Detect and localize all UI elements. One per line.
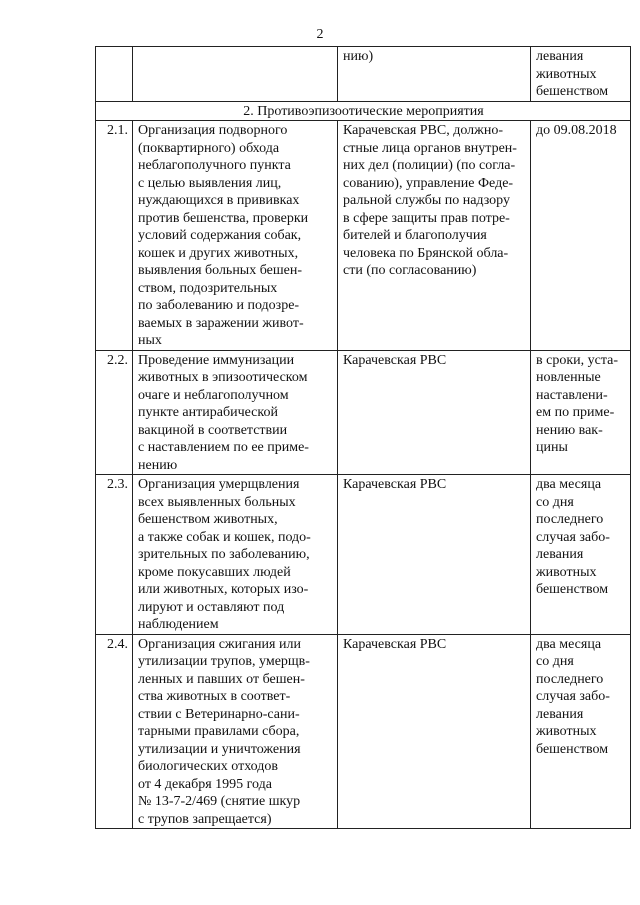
action-cell: Организация подворного (поквартирного) обхода неблагополучного пункта с целью выявления лиц, нуждающихся в прививках против бешенства, проверки условий содержания собак, кошек и других животных, выявления больных бешен- ством, подозрительных по заболеванию и подозре- ваемых в заражении живот- ных [133,121,338,351]
item-number: 2.4. [96,634,133,829]
deadline-cell: до 09.08.2018 [531,121,631,351]
executor-cell: Карачевская РВС [338,634,531,829]
table-row [96,350,631,475]
table-row [96,475,631,635]
table-row [96,121,631,351]
action-cell: Проведение иммунизации животных в эпизоотическом очаге и неблагополучном пункте антирабической вакциной в соответствии с наставлением по ее приме- нению [133,350,338,475]
item-number: 2.1. [96,121,133,351]
action-cell: Организация сжигания или утилизации трупов, умерщв- ленных и павших от бешен- ства животных в соответ- ствии с Ветеринарно-сани- тарными правилами сбора, утилизации и уничтожения биологических отходов от 4 декабря 1995 года № 13-7-2/469 (снятие шкур с трупов запрещается) [133,634,338,829]
measures-table [95,46,631,829]
executor-cell: Карачевская РВС [338,475,531,635]
deadline-cell: два месяца со дня последнего случая забо- левания животных бешенством [531,634,631,829]
page-number: 2 [316,27,324,42]
table-row [96,47,631,102]
table-row [96,634,631,829]
deadline-cell: левания животных бешенством [531,47,631,102]
item-number [96,47,133,102]
section-title: 2. Противоэпизоотические мероприятия [96,101,631,121]
executor-cell: Карачевская РВС, должно- стные лица органов внутрен- них дел (полиции) (по согла- сованию), управление Феде- ральной службы по надзору в сфере защиты прав потре- бителей и благополучия человека по Брянской обла- сти (по согласованию) [338,121,531,351]
section-header-row [96,101,631,121]
action-cell: Организация умерщвления всех выявленных больных бешенством животных, а также собак и кошек, подо- зрительных по заболеванию, кроме покусавших людей или животных, которых изо- лируют и оставляют под наблюдением [133,475,338,635]
item-number: 2.2. [96,350,133,475]
deadline-cell: два месяца со дня последнего случая забо- левания животных бешенством [531,475,631,635]
executor-cell: нию) [338,47,531,102]
executor-cell: Карачевская РВС [338,350,531,475]
action-cell [133,47,338,102]
deadline-cell: в сроки, уста- новленные наставлени- ем по приме- нению вак- цины [531,350,631,475]
item-number: 2.3. [96,475,133,635]
